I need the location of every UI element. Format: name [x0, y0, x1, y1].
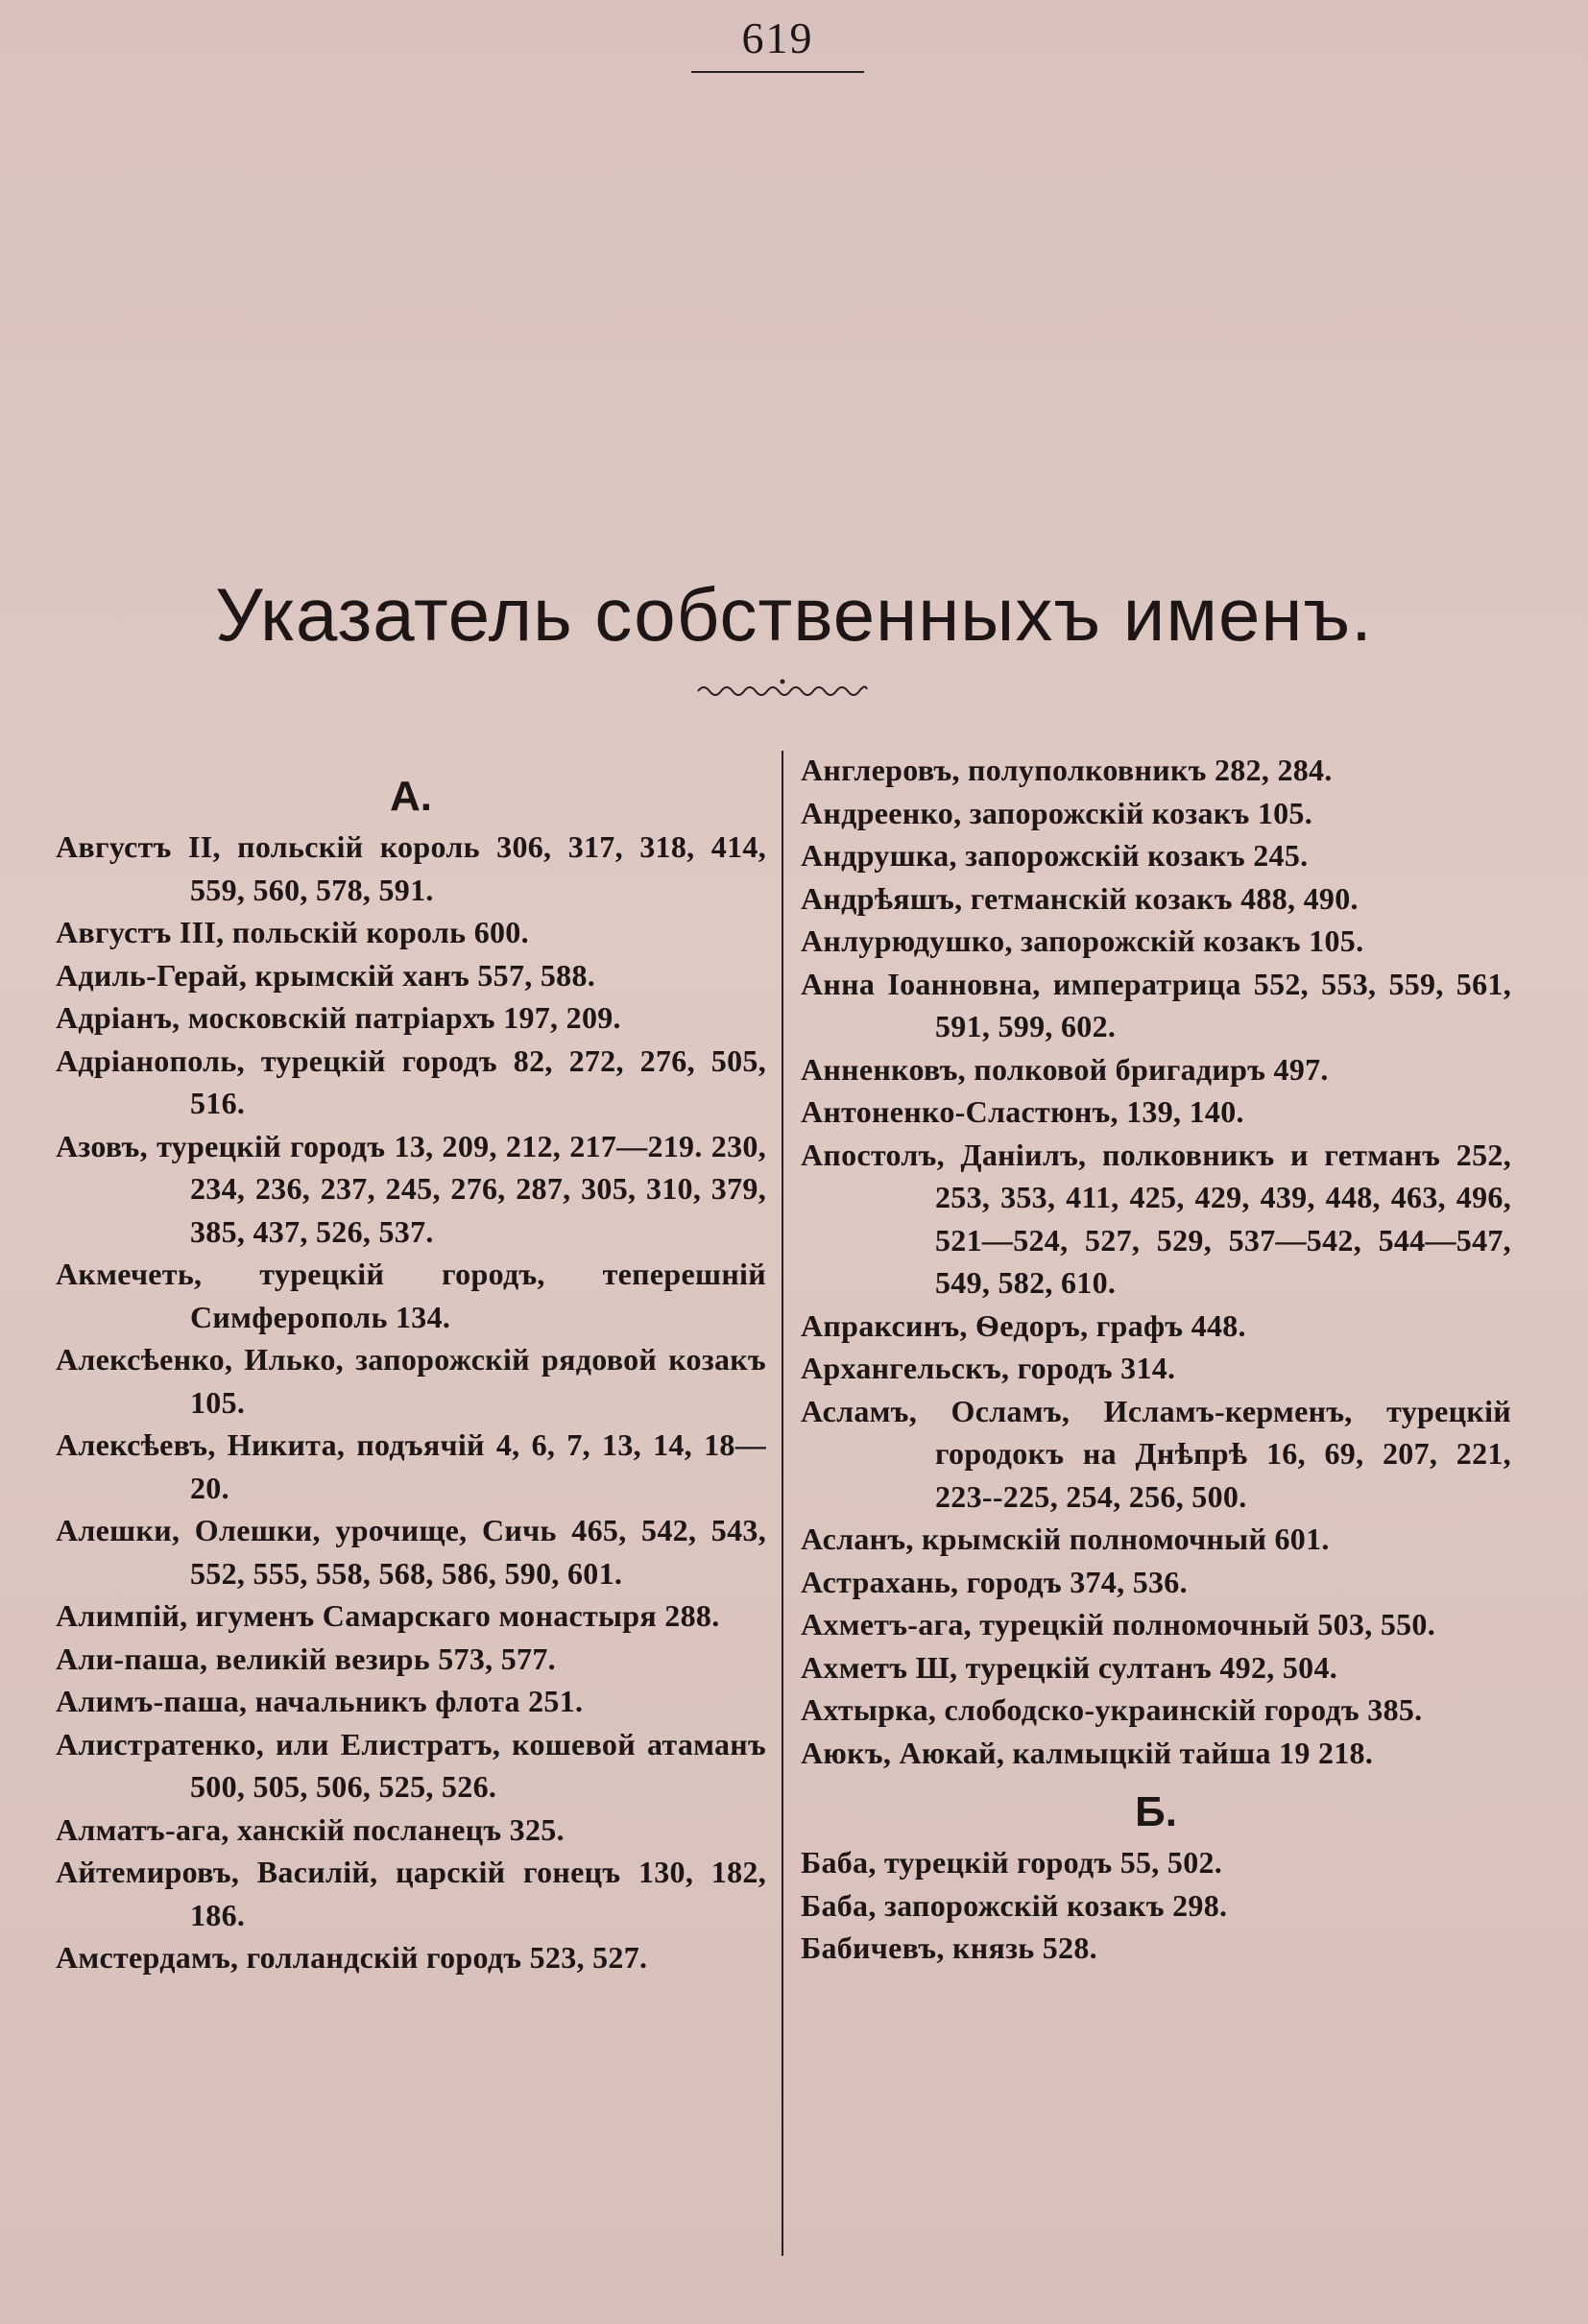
index-entry: Адиль-Герай, крымскій ханъ 557, 588.: [56, 957, 596, 993]
index-entry: Алматъ-ага, ханскій посланецъ 325.: [56, 1811, 565, 1847]
wavy-ornament: [696, 674, 869, 701]
index-entry: Апраксинъ, Ѳедоръ, графъ 448.: [801, 1307, 1246, 1343]
index-entry: Адріанъ, московскій патріархъ 197, 209.: [56, 1000, 621, 1035]
index-entry: Адріанополь, турецкій городъ 82, 272, 276, 505, 516.: [56, 1042, 766, 1120]
index-entry: Астрахань, городъ 374, 536.: [801, 1564, 1188, 1599]
index-entry: Баба, запорожскій козакъ 298.: [801, 1887, 1228, 1923]
index-entry: Айтемировъ, Василій, царскій гонецъ 130, 182, 186.: [56, 1855, 766, 1932]
page-number: 619: [691, 6, 864, 73]
section-letter-b: Б.: [1135, 1788, 1177, 1835]
index-entry: Алешки, Олешки, урочище, Сичь 465, 542, 543, 552, 555, 558, 568, 586, 590, 601.: [56, 1513, 766, 1591]
index-entry: Англеровъ, полуполковникъ 282, 284.: [801, 753, 1333, 787]
index-entry: Алимъ-паша, начальникъ флота 251.: [56, 1684, 584, 1718]
index-entry: Августъ II, польскій король 306, 317, 318, 414, 559, 560, 578, 591.: [56, 829, 766, 907]
left-column: [56, 749, 766, 2265]
index-entry: Азовъ, турецкій городъ 13, 209, 212, 217—219. 230, 234, 236, 237, 245, 276, 287, 305, 310, 379, 385, 437, 526, 537.: [56, 1128, 766, 1249]
index-entry: Баба, турецкій городъ 55, 502.: [801, 1845, 1223, 1880]
index-entry: Алексѣенко, Илько, запорожскій рядовой козакъ 105.: [56, 1342, 766, 1420]
index-entry: Алимпій, игуменъ Самарскаго монастыря 288.: [56, 1598, 720, 1633]
index-entry: Бабичевъ, князь 528.: [801, 1930, 1097, 1965]
index-entry: Али-паша, великій везирь 573, 577.: [56, 1641, 556, 1676]
index-entry: Алистратенко, или Елистратъ, кошевой атаманъ 500, 505, 506, 525, 526.: [56, 1726, 766, 1804]
page-title: Указатель собственныхъ именъ.: [215, 572, 1373, 657]
index-entry: Андреенко, запорожскій козакъ 105.: [801, 795, 1313, 830]
index-entry: Анлурюдушко, запорожскій козакъ 105.: [801, 923, 1364, 958]
index-entry: Андрушка, запорожскій козакъ 245.: [801, 838, 1309, 873]
index-entry: Анна Іоанновна, императрица 552, 553, 559, 561, 591, 599, 602.: [801, 966, 1511, 1043]
column-divider: [782, 751, 783, 2256]
index-entry: Ахметъ Ш, турецкій султанъ 492, 504.: [801, 1649, 1338, 1685]
index-entry: Андрѣяшъ, гетманскій козакъ 488, 490.: [801, 880, 1359, 916]
section-letter-a: А.: [390, 773, 432, 820]
left-entries: [56, 826, 766, 1979]
index-entry: Алексѣевъ, Никита, подъячій 4, 6, 7, 13, 14, 18—20.: [56, 1427, 766, 1505]
index-entry: Анненковъ, полковой бригадиръ 497.: [801, 1051, 1329, 1087]
index-entry: Апостолъ, Даніилъ, полковникъ и гетманъ 252, 253, 353, 411, 425, 429, 439, 448, 463, 496, 521—524, 527, 529, 537—542, 544—547, 549, 582, 610.: [801, 1137, 1511, 1300]
index-entry: Ахметъ-ага, турецкій полномочный 503, 550.: [801, 1607, 1436, 1641]
index-entry: Августъ III, польскій король 600.: [56, 915, 529, 949]
right-entries-b: [801, 1841, 1511, 1970]
index-entry: Асламъ, Осламъ, Исламъ-керменъ, турецкій городокъ на Днѣпрѣ 16, 69, 207, 221, 223--225, 254, 256, 500.: [801, 1393, 1511, 1514]
index-entry: Антоненко-Сластюнъ, 139, 140.: [801, 1094, 1244, 1129]
index-entry: Асланъ, крымскій полномочный 601.: [801, 1521, 1330, 1556]
index-entry: Ахтырка, слободско-украинскій городъ 385.: [801, 1692, 1423, 1727]
index-entry: Архангельскъ, городъ 314.: [801, 1351, 1176, 1385]
index-entry: Амстердамъ, голландскій городъ 523, 527.: [56, 1940, 648, 1975]
right-entries-a: [801, 749, 1511, 1774]
right-column: [801, 749, 1511, 2265]
index-entry: Аюкъ, Аюкай, калмыцкій тайша 19 218.: [801, 1735, 1374, 1770]
index-entry: Акмечеть, турецкій городъ, теперешній Симферополь 134.: [56, 1257, 766, 1334]
